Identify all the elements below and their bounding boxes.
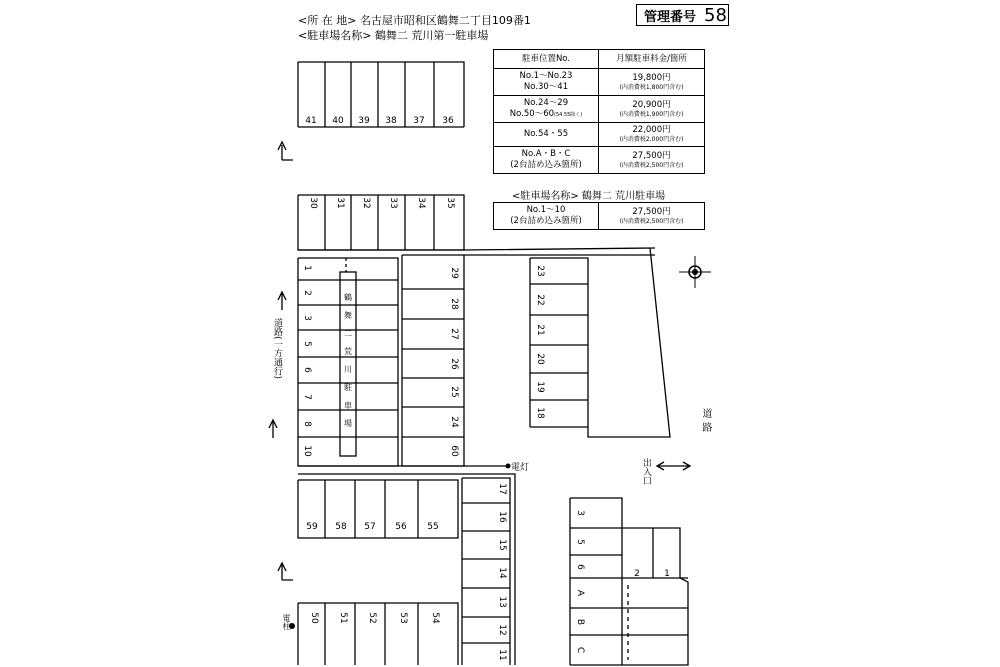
space-number-38: 38 xyxy=(385,116,397,126)
management-label: 管理番号 xyxy=(644,9,697,25)
space-number-2: 2 xyxy=(302,290,312,296)
center-sign-char: 駐 xyxy=(344,383,352,392)
space-number-56: 56 xyxy=(395,522,407,532)
center-sign-char: 二 xyxy=(344,329,352,338)
management-number: 58 xyxy=(704,4,727,26)
space-number-31: 31 xyxy=(335,197,345,209)
space-number-51: 51 xyxy=(338,612,348,624)
streetlight-icon xyxy=(506,464,511,469)
space-number-55: 55 xyxy=(427,522,439,532)
space-number-12: 12 xyxy=(497,624,507,636)
space-number-53: 53 xyxy=(398,612,408,624)
space-number-A: A xyxy=(575,589,585,597)
lot-name-label: <駐車場名称> xyxy=(298,29,372,42)
streetlight-label: 電灯 xyxy=(511,463,530,473)
space-number-5: 5 xyxy=(575,539,585,545)
space-number-29: 29 xyxy=(449,267,459,279)
space-number-B: B xyxy=(575,618,585,626)
road-left-label: 道路(一方通行) xyxy=(272,318,282,380)
second-lot-label: <駐車場名称> 鶴舞二 荒川駐車場 xyxy=(512,191,666,202)
space-number-26: 26 xyxy=(449,358,459,370)
space-number-41: 41 xyxy=(305,116,317,126)
space-number-34: 34 xyxy=(416,197,426,209)
fee-row-fee: 27,500円 xyxy=(632,150,671,161)
space-number-60: 60 xyxy=(449,445,459,457)
space-number-52: 52 xyxy=(367,612,377,624)
space-number-37: 37 xyxy=(413,116,425,126)
center-sign-char: 荒 xyxy=(344,347,352,356)
entrance-label: 出入口 xyxy=(641,458,651,485)
center-sign-char: 鶴 xyxy=(344,293,352,302)
space-number-5: 5 xyxy=(302,341,312,347)
space-number-32: 32 xyxy=(361,197,371,209)
fee-row-spaces: No.A・B・C xyxy=(521,149,571,159)
space-number-23: 23 xyxy=(535,265,545,277)
space-number-24: 24 xyxy=(449,416,459,428)
space-number-58: 58 xyxy=(335,522,347,532)
center-sign-char: 場 xyxy=(344,419,352,428)
fee-row-spaces-2: No.50～60 xyxy=(509,108,555,119)
fee-row-fee: 20,900円 xyxy=(632,99,671,110)
space-number-15: 15 xyxy=(497,539,507,551)
fee-row-tax: (内消費税2,500円含む) xyxy=(619,217,684,225)
utility-pole-label: 電柱 xyxy=(282,614,291,630)
space-number-8: 8 xyxy=(302,421,312,427)
fee-table-header-fee: 月額駐車料金/箇所 xyxy=(599,50,705,69)
space-number-1: 1 xyxy=(302,265,312,271)
space-number-17: 17 xyxy=(497,483,507,495)
space-number-35: 35 xyxy=(445,197,455,209)
space-number-1: 1 xyxy=(664,569,670,579)
space-number-3: 3 xyxy=(302,315,312,321)
fee-row-spaces: No.1～No.23 xyxy=(519,71,573,81)
space-number-6: 6 xyxy=(302,367,312,373)
space-number-33: 33 xyxy=(388,197,398,209)
fee-row-spaces: No.1～10 xyxy=(526,205,566,215)
fee-row-fee: 22,000円 xyxy=(632,125,671,135)
space-number-11: 11 xyxy=(497,649,507,661)
location-value: 名古屋市昭和区鶴舞二丁目109番1 xyxy=(359,14,531,27)
fee-row-fee: 27,500円 xyxy=(632,206,671,217)
space-number-10: 10 xyxy=(302,445,312,457)
fee-row-tax: (内消費税1,800円含む) xyxy=(619,83,684,91)
space-number-25: 25 xyxy=(449,386,459,398)
space-number-19: 19 xyxy=(535,381,545,393)
fee-row-tax: (内消費税2,000円含む) xyxy=(619,136,684,143)
fee-row-fee: 19,800円 xyxy=(632,72,671,83)
space-number-36: 36 xyxy=(442,116,454,126)
fee-row-tax: (内消費税2,500円含む) xyxy=(619,161,684,169)
space-number-6: 6 xyxy=(575,564,585,570)
space-number-2: 2 xyxy=(634,569,640,579)
fee-row-spaces-2: (2台詰め込み箇所) xyxy=(510,216,582,226)
space-number-28: 28 xyxy=(449,298,459,310)
center-sign-char: 車 xyxy=(344,401,352,410)
center-sign-char: 川 xyxy=(344,365,352,374)
space-number-57: 57 xyxy=(364,522,376,532)
space-number-18: 18 xyxy=(535,407,545,419)
space-number-14: 14 xyxy=(497,567,507,579)
map-lines xyxy=(269,62,690,665)
space-number-21: 21 xyxy=(535,324,545,336)
location-label: <所 在 地> xyxy=(298,14,357,27)
space-number-27: 27 xyxy=(449,328,459,340)
space-number-13: 13 xyxy=(497,596,507,608)
fee-row-spaces: No.54・55 xyxy=(523,129,569,139)
space-number-C: C xyxy=(575,646,585,654)
space-number-54: 54 xyxy=(430,612,440,624)
space-number-39: 39 xyxy=(358,116,370,126)
space-number-7: 7 xyxy=(302,394,312,400)
space-number-50: 50 xyxy=(309,612,319,624)
space-number-22: 22 xyxy=(535,294,545,306)
space-number-16: 16 xyxy=(497,511,507,523)
road-right-label: 道路 xyxy=(700,408,711,436)
fee-table-header-spaces: 駐車位置No. xyxy=(494,50,599,69)
space-number-59: 59 xyxy=(306,522,318,532)
compass-icon xyxy=(679,256,711,288)
space-number-30: 30 xyxy=(308,197,318,209)
space-labels xyxy=(302,116,670,661)
lot-name-value: 鶴舞二 荒川第一駐車場 xyxy=(374,29,489,42)
fee-row-spaces-2: (2台詰め込み箇所) xyxy=(510,160,582,170)
fee-row-spaces-note: (54.55除く) xyxy=(554,111,583,118)
fee-row-spaces: No.24～29 xyxy=(523,97,569,108)
fee-row-spaces-2: No.30～41 xyxy=(523,82,569,92)
space-number-40: 40 xyxy=(332,116,344,126)
center-sign-char: 舞 xyxy=(344,311,352,320)
space-number-3: 3 xyxy=(575,510,585,516)
fee-row-tax: (内消費税1,900円含む) xyxy=(619,110,684,118)
space-number-20: 20 xyxy=(535,353,545,365)
center-sign xyxy=(343,292,352,428)
